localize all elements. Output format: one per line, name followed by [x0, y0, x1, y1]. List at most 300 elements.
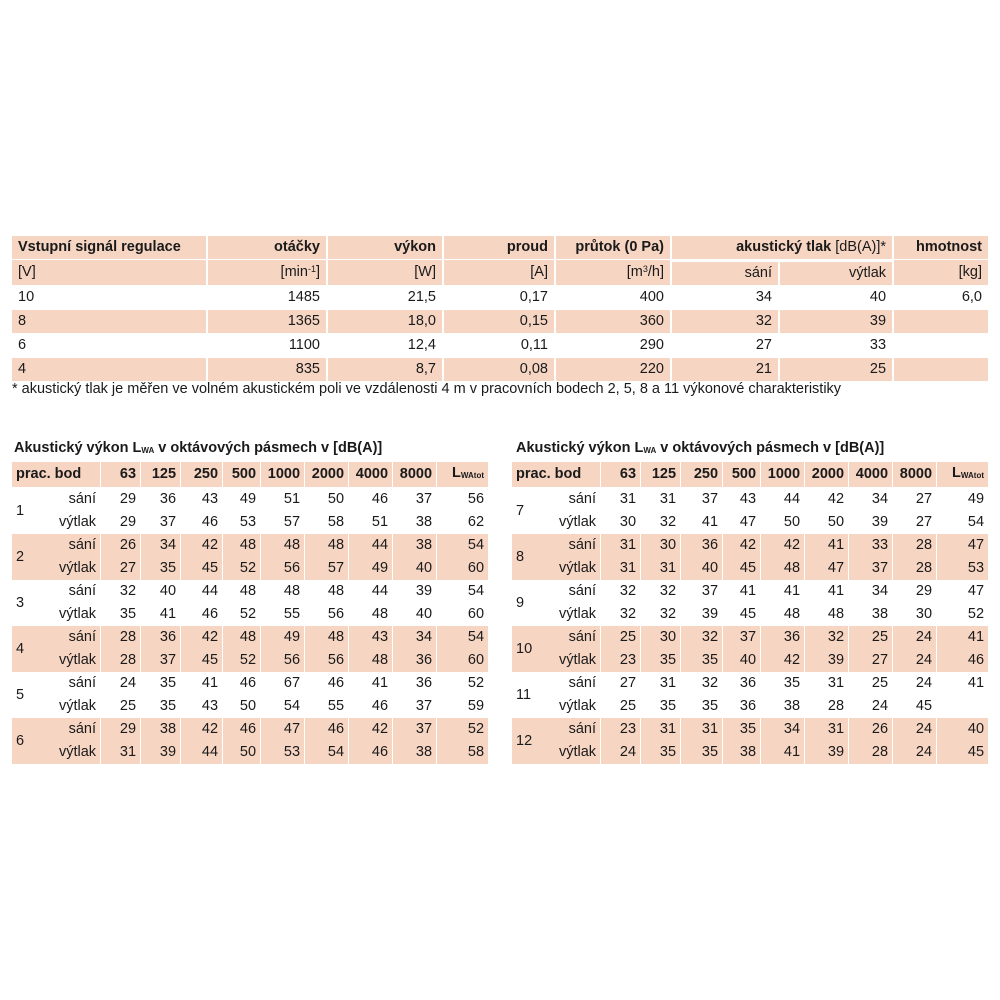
octave-value: 45 — [892, 695, 936, 718]
signal-cell: 6 — [12, 334, 206, 358]
octave-value: 34 — [848, 488, 892, 511]
point-header: prac. bod — [512, 462, 600, 488]
octave-value: 39 — [804, 741, 848, 764]
octave-value: 45 — [936, 741, 988, 764]
octave-value: 25 — [600, 626, 640, 649]
octave-value: 28 — [892, 534, 936, 557]
current-cell: 0,17 — [442, 286, 554, 310]
units-row — [12, 260, 988, 286]
octave-value: 25 — [100, 695, 140, 718]
total-subscript: WAtot — [960, 471, 985, 480]
work-point: 11 — [516, 686, 532, 703]
octave-value: 42 — [804, 488, 848, 511]
frequency-header: 250 — [180, 462, 222, 488]
octave-data-row — [512, 672, 988, 695]
speed-unit-exponent: -1 — [307, 264, 316, 274]
octave-value: 48 — [222, 626, 260, 649]
octave-data-row — [12, 534, 488, 557]
octave-value: 41 — [180, 672, 222, 695]
frequency-header: 4000 — [348, 462, 392, 488]
flow-cell: 360 — [554, 310, 670, 334]
data-row — [12, 310, 988, 334]
weight-cell: 6,0 — [892, 286, 988, 310]
octave-value: 32 — [640, 580, 680, 603]
octave-value: 51 — [260, 488, 304, 511]
octave-value: 45 — [180, 557, 222, 580]
octave-data-row — [512, 695, 988, 718]
octave-value: 30 — [600, 511, 640, 534]
octave-value: 56 — [436, 488, 488, 511]
frequency-header: 8000 — [892, 462, 936, 488]
suction-label: sání — [568, 583, 597, 599]
octave-data-row — [512, 649, 988, 672]
octave-value: 41 — [804, 580, 848, 603]
octave-title-subscript: WA — [141, 446, 155, 455]
octave-value: 60 — [436, 603, 488, 626]
octave-value: 36 — [392, 672, 436, 695]
octave-data-row — [512, 741, 988, 764]
frequency-header: 500 — [722, 462, 760, 488]
suction-label: sání — [568, 537, 597, 553]
octave-value: 34 — [760, 718, 804, 741]
octave-value: 24 — [892, 741, 936, 764]
octave-value: 44 — [348, 580, 392, 603]
octave-value: 48 — [304, 580, 348, 603]
octave-value: 26 — [848, 718, 892, 741]
speed-cell: 1485 — [206, 286, 326, 310]
total-label: L — [952, 465, 961, 481]
octave-data-row — [12, 649, 488, 672]
octave-value: 52 — [222, 603, 260, 626]
octave-data-row — [512, 580, 988, 603]
octave-value: 35 — [100, 603, 140, 626]
octave-value: 44 — [760, 488, 804, 511]
discharge-subheader: výtlak — [778, 260, 892, 286]
octave-value: 48 — [804, 603, 848, 626]
octave-value: 25 — [848, 672, 892, 695]
octave-value: 41 — [680, 511, 722, 534]
frequency-header: 125 — [640, 462, 680, 488]
octave-value: 43 — [180, 488, 222, 511]
octave-value: 46 — [936, 649, 988, 672]
octave-value: 35 — [640, 695, 680, 718]
octave-title-text: Akustický výkon L — [14, 440, 142, 456]
octave-data-row — [512, 488, 988, 511]
flow-unit-close: /h] — [647, 264, 664, 280]
octave-value: 39 — [848, 511, 892, 534]
octave-value: 42 — [722, 534, 760, 557]
octave-value: 49 — [348, 557, 392, 580]
octave-value: 31 — [680, 718, 722, 741]
octave-value: 29 — [100, 511, 140, 534]
octave-value: 37 — [680, 580, 722, 603]
work-point: 3 — [16, 594, 25, 611]
total-header — [936, 462, 988, 488]
weight-unit: [kg] — [892, 260, 988, 286]
octave-value: 32 — [640, 603, 680, 626]
octave-value: 26 — [100, 534, 140, 557]
octave-value: 30 — [640, 626, 680, 649]
octave-value: 31 — [640, 718, 680, 741]
weight-header: hmotnost — [892, 236, 988, 260]
signal-cell: 10 — [12, 286, 206, 310]
octave-title-rest: v oktávových pásmech v [dB(A)] — [154, 440, 383, 456]
octave-value: 27 — [892, 511, 936, 534]
octave-value: 32 — [600, 580, 640, 603]
octave-value: 24 — [892, 672, 936, 695]
flow-cell: 220 — [554, 358, 670, 382]
octave-value: 43 — [348, 626, 392, 649]
weight-cell — [892, 334, 988, 358]
octave-value: 25 — [848, 626, 892, 649]
octave-value: 39 — [392, 580, 436, 603]
octave-value: 34 — [140, 534, 180, 557]
suction-label: sání — [68, 629, 97, 645]
octave-title-rest: v oktávových pásmech v [dB(A)] — [656, 440, 885, 456]
octave-value: 40 — [392, 603, 436, 626]
octave-value: 40 — [722, 649, 760, 672]
octave-value: 35 — [760, 672, 804, 695]
octave-value: 41 — [722, 580, 760, 603]
octave-value: 31 — [640, 488, 680, 511]
octave-value: 28 — [100, 649, 140, 672]
suction-cell: 34 — [670, 286, 778, 310]
octave-value: 53 — [936, 557, 988, 580]
octave-value: 38 — [140, 718, 180, 741]
discharge-cell: 33 — [778, 334, 892, 358]
octave-value: 50 — [222, 741, 260, 764]
octave-value: 48 — [304, 534, 348, 557]
data-row — [12, 286, 988, 310]
octave-value: 37 — [392, 488, 436, 511]
octave-value: 46 — [180, 603, 222, 626]
suction-label: sání — [68, 491, 97, 507]
octave-value: 27 — [600, 672, 640, 695]
octave-value: 62 — [436, 511, 488, 534]
octave-value: 41 — [804, 534, 848, 557]
octave-data-row — [512, 603, 988, 626]
octave-value: 40 — [140, 580, 180, 603]
octave-value: 42 — [180, 534, 222, 557]
total-label: L — [452, 465, 461, 481]
octave-value: 24 — [892, 649, 936, 672]
suction-subheader: sání — [670, 260, 778, 286]
data-row — [12, 358, 988, 382]
octave-value: 46 — [222, 718, 260, 741]
octave-value: 57 — [304, 557, 348, 580]
octave-data-row — [512, 534, 988, 557]
octave-value: 27 — [848, 649, 892, 672]
octave-data-row — [12, 718, 488, 741]
octave-value: 48 — [760, 557, 804, 580]
frequency-header: 8000 — [392, 462, 436, 488]
work-point: 9 — [516, 594, 525, 611]
work-point: 7 — [516, 502, 525, 519]
octave-data-row — [12, 741, 488, 764]
octave-value: 54 — [936, 511, 988, 534]
octave-value: 41 — [348, 672, 392, 695]
octave-value: 44 — [180, 741, 222, 764]
octave-value: 56 — [260, 649, 304, 672]
octave-value: 47 — [722, 511, 760, 534]
speed-cell: 1100 — [206, 334, 326, 358]
octave-value: 33 — [848, 534, 892, 557]
octave-value: 48 — [304, 626, 348, 649]
octave-value: 42 — [760, 534, 804, 557]
octave-value: 50 — [304, 488, 348, 511]
discharge-label: výtlak — [58, 698, 97, 714]
octave-value: 37 — [392, 695, 436, 718]
weight-cell — [892, 310, 988, 334]
discharge-cell: 25 — [778, 358, 892, 382]
octave-data-row — [12, 580, 488, 603]
suction-label: sání — [68, 721, 97, 737]
octave-data-row — [12, 626, 488, 649]
octave-value: 31 — [100, 741, 140, 764]
octave-table-right — [512, 462, 988, 764]
octave-value: 59 — [436, 695, 488, 718]
octave-data-row — [12, 511, 488, 534]
suction-cell: 32 — [670, 310, 778, 334]
octave-value — [936, 695, 988, 718]
octave-data-row — [512, 511, 988, 534]
octave-value: 31 — [600, 557, 640, 580]
octave-value: 23 — [600, 649, 640, 672]
octave-value: 60 — [436, 557, 488, 580]
work-point: 10 — [516, 640, 533, 657]
signal-cell: 4 — [12, 358, 206, 382]
frequency-header: 125 — [140, 462, 180, 488]
octave-value: 32 — [804, 626, 848, 649]
signal-unit: [V] — [12, 260, 206, 286]
octave-header-row — [512, 462, 988, 488]
octave-value: 37 — [140, 649, 180, 672]
octave-value: 47 — [260, 718, 304, 741]
octave-value: 37 — [848, 557, 892, 580]
octave-value: 54 — [260, 695, 304, 718]
octave-value: 29 — [892, 580, 936, 603]
octave-value: 41 — [936, 672, 988, 695]
discharge-label: výtlak — [58, 560, 97, 576]
work-point: 8 — [516, 548, 525, 565]
octave-value: 52 — [436, 672, 488, 695]
octave-value: 46 — [304, 672, 348, 695]
frequency-header: 2000 — [304, 462, 348, 488]
octave-value: 39 — [804, 649, 848, 672]
octave-value: 29 — [100, 718, 140, 741]
octave-value: 50 — [760, 511, 804, 534]
discharge-label: výtlak — [58, 652, 97, 668]
octave-title-left — [14, 440, 382, 456]
octave-value: 38 — [760, 695, 804, 718]
octave-value: 35 — [640, 649, 680, 672]
octave-value: 48 — [222, 580, 260, 603]
octave-value: 36 — [140, 626, 180, 649]
octave-data-row — [12, 695, 488, 718]
octave-value: 45 — [722, 603, 760, 626]
octave-value: 46 — [222, 672, 260, 695]
octave-value: 28 — [804, 695, 848, 718]
octave-value: 32 — [640, 511, 680, 534]
frequency-header: 1000 — [760, 462, 804, 488]
octave-value: 52 — [436, 718, 488, 741]
octave-value: 44 — [180, 580, 222, 603]
frequency-header: 250 — [680, 462, 722, 488]
octave-value: 54 — [436, 580, 488, 603]
octave-value: 54 — [436, 534, 488, 557]
octave-value: 28 — [848, 741, 892, 764]
speed-header: otáčky — [206, 236, 326, 260]
octave-value: 53 — [260, 741, 304, 764]
work-point: 12 — [516, 732, 533, 749]
discharge-label: výtlak — [58, 606, 97, 622]
octave-value: 41 — [936, 626, 988, 649]
octave-value: 56 — [304, 649, 348, 672]
octave-value: 47 — [804, 557, 848, 580]
octave-value: 41 — [760, 741, 804, 764]
octave-value: 31 — [640, 557, 680, 580]
octave-value: 48 — [222, 534, 260, 557]
work-point: 4 — [16, 640, 25, 657]
octave-value: 48 — [760, 603, 804, 626]
octave-value: 44 — [348, 534, 392, 557]
frequency-header: 4000 — [848, 462, 892, 488]
octave-value: 46 — [348, 488, 392, 511]
octave-value: 55 — [260, 603, 304, 626]
octave-value: 35 — [722, 718, 760, 741]
octave-data-row — [12, 488, 488, 511]
octave-value: 42 — [760, 649, 804, 672]
suction-label: sání — [568, 629, 597, 645]
current-cell: 0,08 — [442, 358, 554, 382]
octave-value: 37 — [392, 718, 436, 741]
octave-data-row — [512, 626, 988, 649]
work-point: 6 — [16, 732, 25, 749]
frequency-header: 1000 — [260, 462, 304, 488]
octave-value: 36 — [722, 695, 760, 718]
flow-cell: 400 — [554, 286, 670, 310]
octave-value: 41 — [760, 580, 804, 603]
power-cell: 18,0 — [326, 310, 442, 334]
octave-value: 37 — [722, 626, 760, 649]
discharge-label: výtlak — [558, 514, 597, 530]
header-row — [12, 236, 988, 260]
octave-value: 30 — [640, 534, 680, 557]
discharge-label: výtlak — [558, 652, 597, 668]
octave-value: 31 — [600, 488, 640, 511]
octave-value: 36 — [760, 626, 804, 649]
octave-value: 48 — [348, 603, 392, 626]
octave-value: 30 — [892, 603, 936, 626]
octave-value: 46 — [348, 695, 392, 718]
octave-value: 56 — [260, 557, 304, 580]
suction-cell: 21 — [670, 358, 778, 382]
octave-value: 54 — [304, 741, 348, 764]
octave-value: 35 — [140, 672, 180, 695]
octave-value: 39 — [680, 603, 722, 626]
octave-value: 45 — [722, 557, 760, 580]
frequency-header: 2000 — [804, 462, 848, 488]
octave-value: 35 — [680, 695, 722, 718]
octave-value: 35 — [680, 741, 722, 764]
octave-value: 52 — [222, 649, 260, 672]
octave-value: 27 — [100, 557, 140, 580]
octave-value: 28 — [892, 557, 936, 580]
octave-value: 58 — [304, 511, 348, 534]
octave-value: 27 — [892, 488, 936, 511]
octave-value: 53 — [222, 511, 260, 534]
octave-value: 34 — [392, 626, 436, 649]
octave-value: 35 — [140, 557, 180, 580]
suction-label: sání — [568, 491, 597, 507]
octave-value: 38 — [392, 511, 436, 534]
octave-value: 23 — [600, 718, 640, 741]
point-header: prac. bod — [12, 462, 100, 488]
octave-value: 35 — [640, 741, 680, 764]
octave-value: 51 — [348, 511, 392, 534]
octave-value: 67 — [260, 672, 304, 695]
octave-value: 38 — [392, 741, 436, 764]
octave-value: 36 — [140, 488, 180, 511]
octave-value: 28 — [100, 626, 140, 649]
acoustic-pressure-header — [670, 236, 892, 260]
discharge-cell: 40 — [778, 286, 892, 310]
octave-value: 32 — [100, 580, 140, 603]
fan-parameters-table — [12, 236, 988, 382]
octave-value: 42 — [180, 626, 222, 649]
discharge-label: výtlak — [558, 560, 597, 576]
octave-value: 24 — [892, 626, 936, 649]
octave-value: 38 — [392, 534, 436, 557]
octave-value: 25 — [600, 695, 640, 718]
discharge-label: výtlak — [58, 514, 97, 530]
octave-value: 43 — [180, 695, 222, 718]
suction-cell: 27 — [670, 334, 778, 358]
octave-value: 36 — [392, 649, 436, 672]
work-point: 5 — [16, 686, 25, 703]
octave-value: 52 — [222, 557, 260, 580]
octave-value: 38 — [848, 603, 892, 626]
total-header — [436, 462, 488, 488]
flow-cell: 290 — [554, 334, 670, 358]
weight-cell — [892, 358, 988, 382]
octave-value: 24 — [848, 695, 892, 718]
octave-data-row — [12, 672, 488, 695]
flow-unit-base: [m — [626, 264, 643, 280]
octave-value: 48 — [260, 580, 304, 603]
work-point: 1 — [16, 502, 25, 519]
flow-header: průtok (0 Pa) — [554, 236, 670, 260]
octave-data-row — [512, 557, 988, 580]
octave-value: 49 — [222, 488, 260, 511]
suction-label: sání — [68, 537, 97, 553]
octave-title-text: Akustický výkon L — [516, 440, 644, 456]
octave-value: 32 — [600, 603, 640, 626]
octave-value: 40 — [936, 718, 988, 741]
current-cell: 0,11 — [442, 334, 554, 358]
octave-value: 46 — [304, 718, 348, 741]
octave-data-row — [512, 718, 988, 741]
octave-value: 31 — [804, 718, 848, 741]
discharge-label: výtlak — [558, 744, 597, 760]
speed-unit-base: [min — [280, 264, 308, 280]
octave-value: 46 — [180, 511, 222, 534]
octave-data-row — [12, 603, 488, 626]
power-cell: 12,4 — [326, 334, 442, 358]
octave-value: 31 — [600, 534, 640, 557]
frequency-header: 63 — [600, 462, 640, 488]
octave-value: 58 — [436, 741, 488, 764]
